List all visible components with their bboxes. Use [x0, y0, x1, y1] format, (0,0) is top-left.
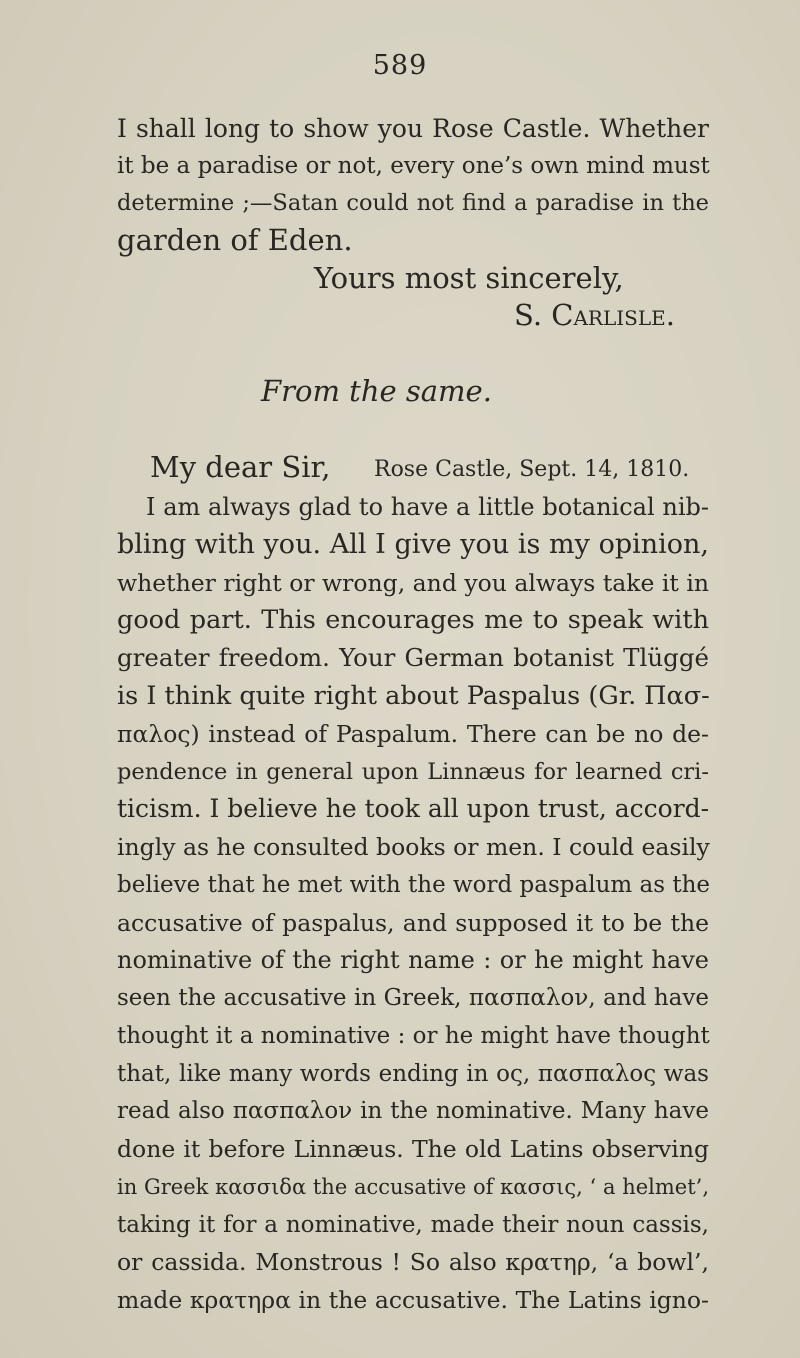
letter1-closing: Yours most sincerely,	[314, 261, 624, 295]
letter2-line-13: nominative of the right name : or he might have	[117, 946, 709, 974]
letter2-line-6: is I think quite right about Paspalus (Gr. Πασ-	[117, 681, 710, 711]
page-number: 589	[372, 50, 428, 81]
letter2-line-9: ticism. I believe he took all upon trust, accord-	[117, 794, 710, 823]
letter1-line-2: it be a paradise or not, every one’s own mind must	[117, 153, 710, 179]
letter2-line-12: accusative of paspalus, and supposed it to be the	[117, 909, 709, 937]
letter2-line-14: seen the accusative in Greek, πασπαλον, and have	[117, 985, 709, 1011]
letter2-line-1: I am always glad to have a little botanical nib-	[146, 493, 709, 521]
letter2-line-17: read also πασπαλον in the nominative. Many have	[117, 1098, 709, 1124]
letter2-heading: From the same.	[261, 374, 492, 408]
letter2-line-15: thought it a nominative : or he might have thought	[117, 1023, 710, 1049]
letter2-line-21: or cassida. Monstrous ! So also κρατηρ, ‘a bowl’,	[117, 1248, 709, 1276]
letter2-line-5: greater freedom. Your German botanist Tlüggé	[117, 643, 709, 672]
letter2-line-19: in Greek κασσιδα the accusative of κασσις, ‘ a helmet’,	[117, 1175, 709, 1199]
letter2-line-4: good part. This encourages me to speak with	[117, 605, 709, 635]
letter2-line-7: παλος) instead of Paspalum. There can be no de-	[117, 720, 709, 748]
letter2-line-16: that, like many words ending in ος, πασπαλος was	[117, 1061, 709, 1087]
letter1-line-4: garden of Eden.	[117, 223, 353, 257]
letter2-line-8: pendence in general upon Linnæus for learned cri-	[117, 759, 709, 785]
letter2-place-date: Rose Castle, Sept. 14, 1810.	[374, 457, 690, 482]
letter2-line-3: whether right or wrong, and you always take it in	[117, 569, 709, 597]
letter2-salutation: My dear Sir,	[150, 450, 331, 484]
letter2-line-18: done it before Linnæus. The old Latins observing	[117, 1135, 709, 1163]
letter2-line-10: ingly as he consulted books or men. I could easily	[117, 833, 710, 861]
letter1-signature: S. Carlisle.	[514, 298, 675, 332]
letter2-line-20: taking it for a nominative, made their noun cassis,	[117, 1212, 709, 1238]
letter2-line-2: bling with you. All I give you is my opinion,	[117, 529, 709, 560]
letter2-line-11: believe that he met with the word paspalum as the	[117, 872, 711, 898]
letter1-line-3: determine ;—Satan could not find a paradise in the	[117, 190, 709, 216]
letter1-line-1: I shall long to show you Rose Castle. Whether	[117, 114, 709, 143]
letter2-line-22: made κρατηρα in the accusative. The Latins igno-	[117, 1286, 709, 1314]
